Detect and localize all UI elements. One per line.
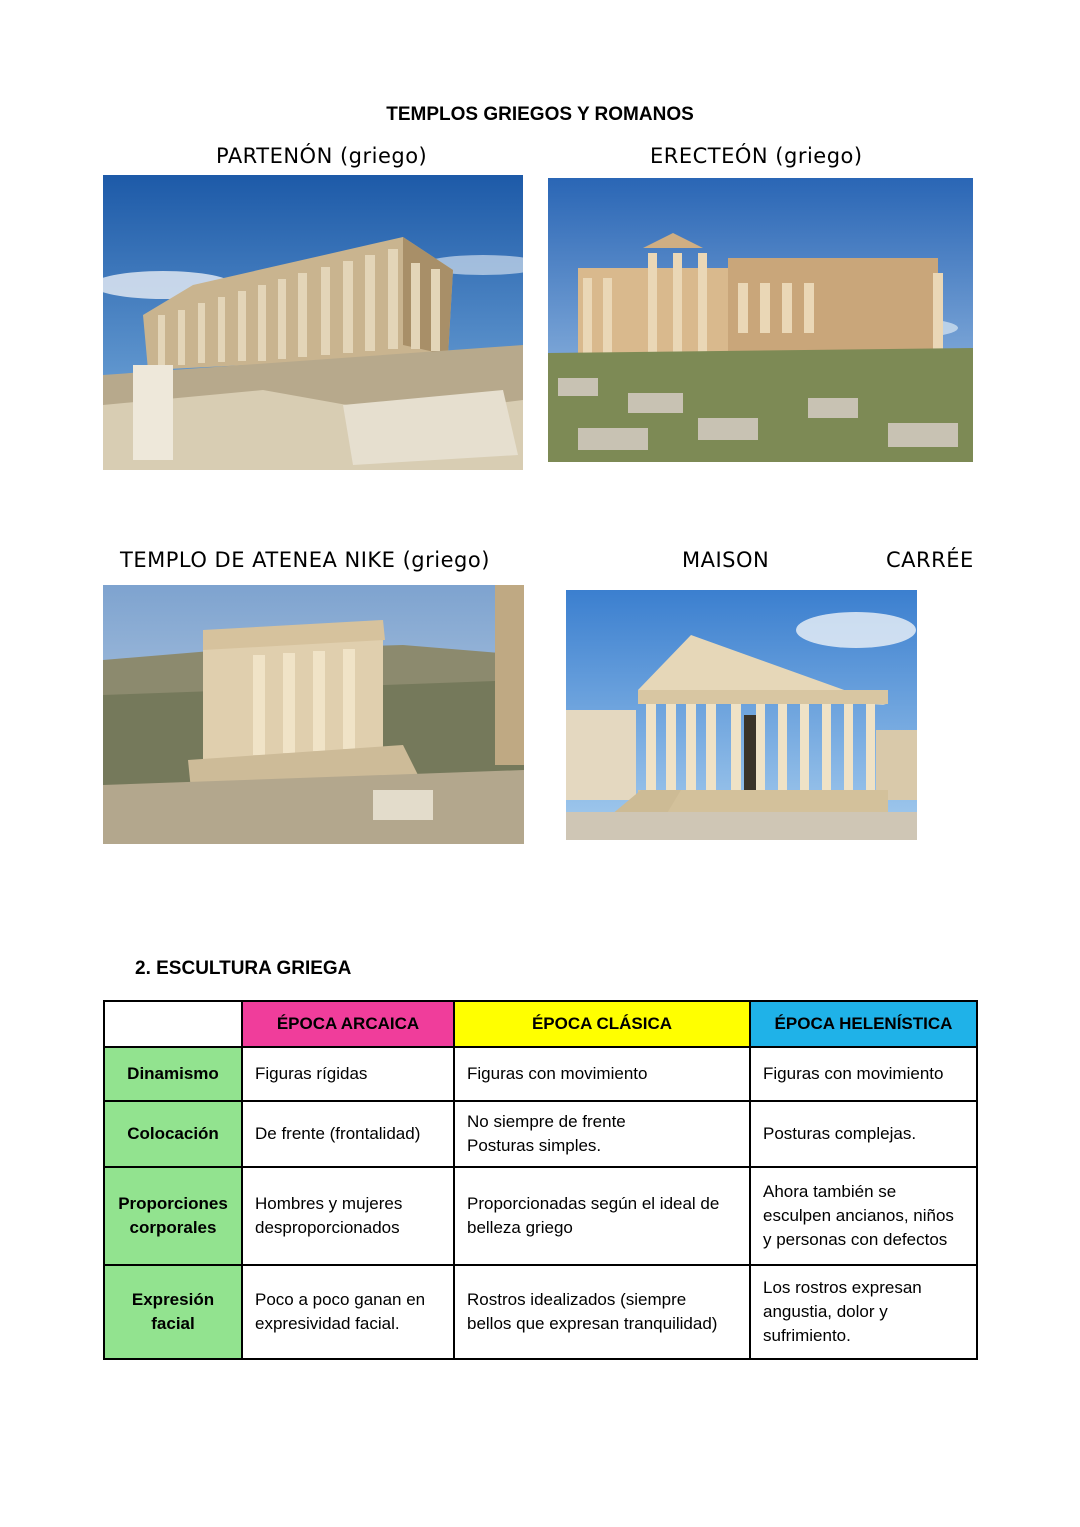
table-header-row (104, 1001, 977, 1047)
cell-arcaica: Poco a poco ganan en expresividad facial. (242, 1265, 454, 1359)
row-label-dinamismo: Dinamismo (104, 1047, 242, 1101)
caption-erecteon: ERECTEÓN (griego) (650, 144, 863, 168)
cell-arcaica: Hombres y mujeres desproporcionados (242, 1167, 454, 1265)
cell-helenistica: Ahora también se esculpen ancianos, niños y personas con defectos (750, 1167, 977, 1265)
caption-atenea-nike: TEMPLO DE ATENEA NIKE (griego) (120, 548, 490, 572)
cell-clasica: Proporcionadas según el ideal de belleza griego (454, 1167, 750, 1265)
table-row (104, 1101, 977, 1167)
cell-helenistica: Posturas complejas. (750, 1101, 977, 1167)
cell-arcaica: De frente (frontalidad) (242, 1101, 454, 1167)
header-epoca-clasica: ÉPOCA CLÁSICA (454, 1001, 750, 1047)
table-row (104, 1167, 977, 1265)
cell-clasica: Rostros idealizados (siempre bellos que expresan tranquilidad) (454, 1265, 750, 1359)
parthenon-photo (103, 175, 523, 470)
header-empty-cell (104, 1001, 242, 1047)
caption-carree: CARRÉE (886, 548, 974, 572)
cell-helenistica: Los rostros expresan angustia, dolor y sufrimiento. (750, 1265, 977, 1359)
table-row (104, 1047, 977, 1101)
header-epoca-helenistica: ÉPOCA HELENÍSTICA (750, 1001, 977, 1047)
cell-clasica: Figuras con movimiento (454, 1047, 750, 1101)
caption-maison: MAISON (682, 548, 770, 572)
row-label-expresion: Expresión facial (104, 1265, 242, 1359)
section-heading-escultura: 2. ESCULTURA GRIEGA (135, 958, 352, 979)
temple-athena-nike-photo (103, 585, 524, 844)
row-label-colocacion: Colocación (104, 1101, 242, 1167)
cell-arcaica: Figuras rígidas (242, 1047, 454, 1101)
cell-clasica: No siempre de frente Posturas simples. (454, 1101, 750, 1167)
header-epoca-arcaica: ÉPOCA ARCAICA (242, 1001, 454, 1047)
sculpture-comparison-table (103, 1000, 978, 1360)
erechtheion-photo (548, 178, 973, 462)
row-label-proporciones: Proporciones corporales (104, 1167, 242, 1265)
caption-partenon: PARTENÓN (griego) (216, 144, 428, 168)
page-title: TEMPLOS GRIEGOS Y ROMANOS (386, 104, 694, 125)
table-row (104, 1265, 977, 1359)
cell-helenistica: Figuras con movimiento (750, 1047, 977, 1101)
maison-carree-photo (566, 590, 917, 840)
